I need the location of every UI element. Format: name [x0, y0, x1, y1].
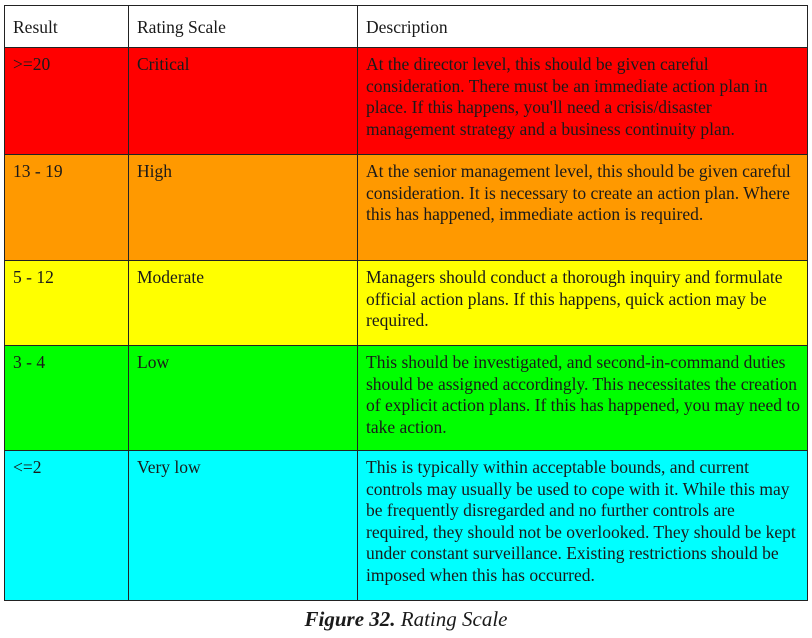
rating-cell: Low — [129, 346, 358, 451]
figure-number: Figure 32. — [304, 607, 396, 631]
header-description: Description — [358, 6, 808, 48]
table-row-moderate — [5, 261, 808, 346]
table-row-low — [5, 346, 808, 451]
description-cell: Managers should conduct a thorough inquiry and formulate official action plans. If this happens, quick action may be required. — [358, 261, 808, 346]
rating-scale-table-container — [4, 5, 807, 601]
rating-cell: High — [129, 155, 358, 261]
header-rating-scale: Rating Scale — [129, 6, 358, 48]
rating-cell: Critical — [129, 48, 358, 155]
header-result: Result — [5, 6, 129, 48]
description-cell: At the director level, this should be given careful consideration. There must be an immediate action plan in place. If this happens, you'll need a crisis/disaster management strategy and a business continuity plan. — [358, 48, 808, 155]
result-cell: 13 - 19 — [5, 155, 129, 261]
rating-scale-table — [4, 5, 808, 601]
result-cell: <=2 — [5, 451, 129, 601]
description-cell: At the senior management level, this should be given careful consideration. It is necessary to create an action plan. Where this has happened, immediate action is required. — [358, 155, 808, 261]
description-cell: This is typically within acceptable bounds, and current controls may usually be used to cope with it. While this may be frequently disregarded and no further controls are required, they should not be overlooked. They should be kept under constant surveillance. Existing restrictions should be imposed when this has occurred. — [358, 451, 808, 601]
figure-caption — [0, 606, 812, 632]
rating-cell: Moderate — [129, 261, 358, 346]
result-cell: 5 - 12 — [5, 261, 129, 346]
result-cell: >=20 — [5, 48, 129, 155]
description-cell: This should be investigated, and second-in-command duties should be assigned accordingly. This necessitates the creation of explicit action plans. If this has happened, you may need to take action. — [358, 346, 808, 451]
table-header-row — [5, 6, 808, 48]
table-row-critical — [5, 48, 808, 155]
table-row-very-low — [5, 451, 808, 601]
table-row-high — [5, 155, 808, 261]
rating-cell: Very low — [129, 451, 358, 601]
result-cell: 3 - 4 — [5, 346, 129, 451]
figure-caption-text: Rating Scale — [400, 607, 508, 631]
